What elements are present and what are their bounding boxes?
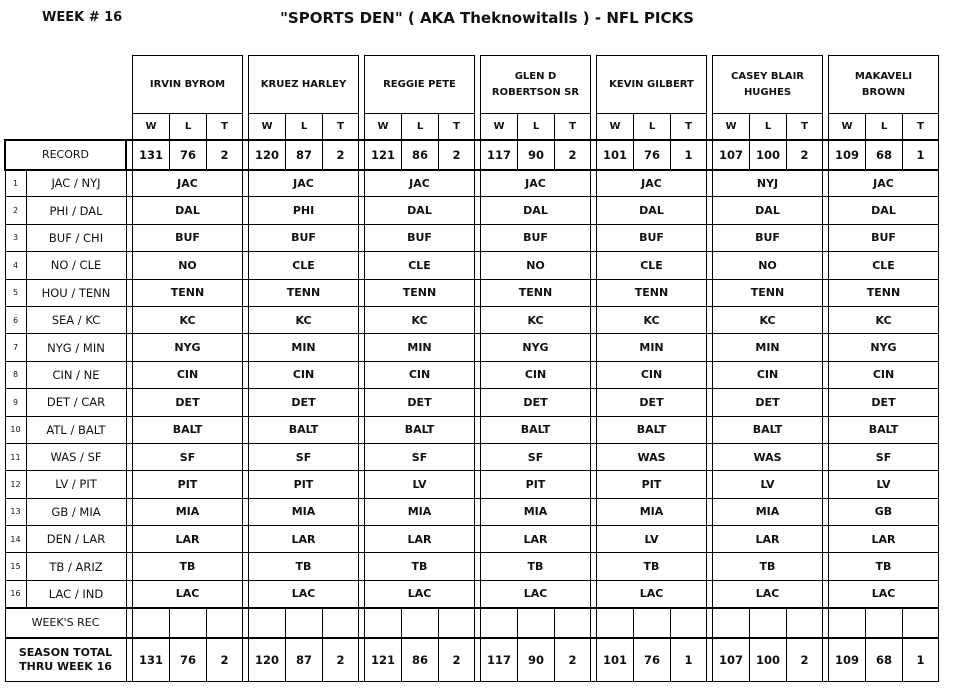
pick-cell: KC xyxy=(597,306,707,333)
header-blank xyxy=(5,114,126,140)
pick-cell: JAC xyxy=(249,170,359,197)
pick-cell: MIA xyxy=(597,498,707,525)
pick-cell: WAS xyxy=(597,443,707,470)
record-w: 121 xyxy=(365,140,402,170)
season-total-l: 68 xyxy=(866,638,903,682)
weeks-rec-cell xyxy=(323,608,359,638)
pick-cell: PHI xyxy=(249,197,359,224)
pick-cell: BALT xyxy=(829,416,939,443)
weeks-rec-label: WEEK'S REC xyxy=(5,608,126,638)
record-l: 76 xyxy=(170,140,207,170)
wlt-header: T xyxy=(787,114,823,140)
pick-cell: LAR xyxy=(249,526,359,553)
pick-cell: BUF xyxy=(597,224,707,251)
pick-cell: LAR xyxy=(829,526,939,553)
pick-cell: GB xyxy=(829,498,939,525)
pick-cell: TENN xyxy=(713,279,823,306)
pick-cell: DAL xyxy=(597,197,707,224)
pick-cell: BUF xyxy=(481,224,591,251)
pick-cell: DAL xyxy=(481,197,591,224)
season-total-w: 131 xyxy=(133,638,170,682)
pick-cell: NYG xyxy=(829,334,939,361)
record-w: 117 xyxy=(481,140,518,170)
pick-cell: LAR xyxy=(713,526,823,553)
game-matchup: ATL / BALT xyxy=(26,416,126,443)
game-number: 4 xyxy=(5,252,26,279)
pick-cell: NO xyxy=(713,252,823,279)
game-number: 6 xyxy=(5,306,26,333)
pick-cell: BALT xyxy=(713,416,823,443)
table-row xyxy=(5,224,939,251)
season-total-w: 109 xyxy=(829,638,866,682)
pick-cell: CIN xyxy=(597,361,707,388)
weeks-rec-cell xyxy=(439,608,475,638)
pick-cell: MIN xyxy=(249,334,359,361)
pick-cell: BUF xyxy=(365,224,475,251)
pick-cell: LAC xyxy=(597,580,707,607)
weeks-rec-cell xyxy=(671,608,707,638)
pick-cell: KC xyxy=(249,306,359,333)
pick-cell: NYJ xyxy=(713,170,823,197)
record-w: 109 xyxy=(829,140,866,170)
week-label: WEEK # 16 xyxy=(42,10,123,25)
record-t: 1 xyxy=(671,140,707,170)
weeks-rec-cell xyxy=(866,608,903,638)
season-total-t: 2 xyxy=(207,638,243,682)
pick-cell: CLE xyxy=(597,252,707,279)
pick-cell: CLE xyxy=(249,252,359,279)
record-l: 86 xyxy=(402,140,439,170)
weeks-rec-cell xyxy=(555,608,591,638)
picker-name xyxy=(597,56,707,114)
pick-cell: PIT xyxy=(597,471,707,498)
pick-cell: KC xyxy=(713,306,823,333)
game-matchup: BUF / CHI xyxy=(26,224,126,251)
game-number: 9 xyxy=(5,389,26,416)
pick-cell: LAC xyxy=(249,580,359,607)
pick-cell: CIN xyxy=(829,361,939,388)
weeks-rec-cell xyxy=(750,608,787,638)
picker-name xyxy=(133,56,243,114)
pick-cell: LAC xyxy=(365,580,475,607)
wlt-header: L xyxy=(750,114,787,140)
pick-cell: LAC xyxy=(829,580,939,607)
pick-cell: DET xyxy=(249,389,359,416)
game-number: 7 xyxy=(5,334,26,361)
wlt-header: W xyxy=(713,114,750,140)
page-title: "SPORTS DEN" ( AKA Theknowitalls ) - NFL PICKS xyxy=(280,9,694,27)
pick-cell: LAR xyxy=(365,526,475,553)
picker-name-line-2: BROWN xyxy=(861,86,906,98)
weeks-rec-cell xyxy=(713,608,750,638)
pick-cell: CIN xyxy=(365,361,475,388)
record-l: 90 xyxy=(518,140,555,170)
pick-cell: PIT xyxy=(481,471,591,498)
game-number: 11 xyxy=(5,443,26,470)
picker-name xyxy=(713,56,823,114)
game-number: 14 xyxy=(5,526,26,553)
pick-cell: TB xyxy=(713,553,823,580)
table-row xyxy=(5,334,939,361)
weeks-rec-cell xyxy=(402,608,439,638)
pick-cell: BALT xyxy=(481,416,591,443)
weeks-rec-cell xyxy=(170,608,207,638)
weeks-rec-cell xyxy=(597,608,634,638)
picker-name-line-1: IRVIN BYROM xyxy=(149,78,226,90)
weeks-rec-cell xyxy=(249,608,286,638)
record-t: 2 xyxy=(439,140,475,170)
season-total-w: 117 xyxy=(481,638,518,682)
game-number: 13 xyxy=(5,498,26,525)
pick-cell: DAL xyxy=(829,197,939,224)
pick-cell: DET xyxy=(597,389,707,416)
weeks-rec-cell xyxy=(634,608,671,638)
pick-cell: BALT xyxy=(133,416,243,443)
season-total-l: 90 xyxy=(518,638,555,682)
season-total-l: 76 xyxy=(170,638,207,682)
weeks-rec-cell xyxy=(207,608,243,638)
table-row xyxy=(5,252,939,279)
wlt-header: L xyxy=(518,114,555,140)
table-row xyxy=(5,279,939,306)
pick-cell: BALT xyxy=(597,416,707,443)
pick-cell: TB xyxy=(829,553,939,580)
pick-cell: LV xyxy=(713,471,823,498)
season-total-label-line-2: THRU WEEK 16 xyxy=(19,660,112,673)
pick-cell: MIN xyxy=(713,334,823,361)
pick-cell: DAL xyxy=(713,197,823,224)
picker-name-line-1: KRUEZ HARLEY xyxy=(260,78,347,90)
pick-cell: LV xyxy=(365,471,475,498)
pick-cell: SF xyxy=(249,443,359,470)
pick-cell: TB xyxy=(597,553,707,580)
pick-cell: LAC xyxy=(713,580,823,607)
pick-cell: LV xyxy=(597,526,707,553)
record-l: 87 xyxy=(286,140,323,170)
record-t: 2 xyxy=(323,140,359,170)
pick-cell: JAC xyxy=(829,170,939,197)
game-matchup: LAC / IND xyxy=(26,580,126,607)
table-row xyxy=(5,553,939,580)
table-row xyxy=(5,361,939,388)
wlt-header: T xyxy=(671,114,707,140)
pick-cell: DET xyxy=(133,389,243,416)
pick-cell: TENN xyxy=(133,279,243,306)
pick-cell: PIT xyxy=(133,471,243,498)
picker-name xyxy=(481,56,591,114)
picker-name-line-1: MAKAVELI xyxy=(854,70,913,82)
game-number: 3 xyxy=(5,224,26,251)
pick-cell: JAC xyxy=(133,170,243,197)
pick-cell: KC xyxy=(365,306,475,333)
game-matchup: PHI / DAL xyxy=(26,197,126,224)
wlt-header: L xyxy=(170,114,207,140)
wlt-header: W xyxy=(481,114,518,140)
pick-cell: TENN xyxy=(481,279,591,306)
season-total-t: 2 xyxy=(323,638,359,682)
pick-cell: TENN xyxy=(249,279,359,306)
season-total-l: 86 xyxy=(402,638,439,682)
wlt-header: W xyxy=(249,114,286,140)
game-matchup: JAC / NYJ xyxy=(26,170,126,197)
pick-cell: NO xyxy=(481,252,591,279)
pick-cell: JAC xyxy=(481,170,591,197)
record-w: 131 xyxy=(133,140,170,170)
game-matchup: GB / MIA xyxy=(26,498,126,525)
season-total-w: 101 xyxy=(597,638,634,682)
season-total-t: 2 xyxy=(555,638,591,682)
record-l: 68 xyxy=(866,140,903,170)
table-row xyxy=(5,580,939,607)
record-t: 1 xyxy=(903,140,939,170)
game-number: 8 xyxy=(5,361,26,388)
game-matchup: NO / CLE xyxy=(26,252,126,279)
pick-cell: SF xyxy=(133,443,243,470)
wlt-header: W xyxy=(829,114,866,140)
weeks-rec-cell xyxy=(481,608,518,638)
pick-cell: BUF xyxy=(713,224,823,251)
pick-cell: DET xyxy=(365,389,475,416)
pick-cell: LAR xyxy=(481,526,591,553)
pick-cell: CIN xyxy=(133,361,243,388)
game-number: 12 xyxy=(5,471,26,498)
pick-cell: SF xyxy=(365,443,475,470)
season-total-l: 87 xyxy=(286,638,323,682)
pick-cell: BALT xyxy=(365,416,475,443)
pick-cell: DET xyxy=(481,389,591,416)
picker-name-line-2: HUGHES xyxy=(743,86,792,98)
game-matchup: TB / ARIZ xyxy=(26,553,126,580)
record-l: 100 xyxy=(750,140,787,170)
picker-name xyxy=(249,56,359,114)
pick-cell: DET xyxy=(829,389,939,416)
wlt-header: T xyxy=(439,114,475,140)
wlt-header: T xyxy=(207,114,243,140)
pick-cell: CIN xyxy=(713,361,823,388)
table-row xyxy=(5,197,939,224)
pick-cell: TB xyxy=(481,553,591,580)
wlt-header: L xyxy=(866,114,903,140)
pick-cell: PIT xyxy=(249,471,359,498)
pick-cell: LAC xyxy=(133,580,243,607)
game-matchup: DET / CAR xyxy=(26,389,126,416)
pick-cell: NO xyxy=(133,252,243,279)
pick-cell: CLE xyxy=(829,252,939,279)
picker-name-line-1: GLEN D xyxy=(514,70,557,82)
game-number: 1 xyxy=(5,170,26,197)
pick-cell: NYG xyxy=(481,334,591,361)
wlt-header: L xyxy=(402,114,439,140)
game-number: 15 xyxy=(5,553,26,580)
record-t: 2 xyxy=(207,140,243,170)
record-l: 76 xyxy=(634,140,671,170)
season-total-label-line-1: SEASON TOTAL xyxy=(18,646,113,659)
pick-cell: CLE xyxy=(365,252,475,279)
table-row xyxy=(5,471,939,498)
pick-cell: DAL xyxy=(133,197,243,224)
pick-cell: BALT xyxy=(249,416,359,443)
picker-name-line-2: ROBERTSON SR xyxy=(491,86,580,98)
wlt-header: W xyxy=(597,114,634,140)
record-w: 107 xyxy=(713,140,750,170)
wlt-header: W xyxy=(365,114,402,140)
wlt-header: L xyxy=(286,114,323,140)
pick-cell: JAC xyxy=(597,170,707,197)
pick-cell: TB xyxy=(249,553,359,580)
season-total-t: 2 xyxy=(439,638,475,682)
game-matchup: SEA / KC xyxy=(26,306,126,333)
season-total-l: 100 xyxy=(750,638,787,682)
pick-cell: KC xyxy=(133,306,243,333)
pick-cell: CIN xyxy=(249,361,359,388)
wlt-header: L xyxy=(634,114,671,140)
picker-name-line-1: CASEY BLAIR xyxy=(731,70,804,82)
pick-cell: KC xyxy=(481,306,591,333)
pick-cell: BUF xyxy=(249,224,359,251)
season-total-l: 76 xyxy=(634,638,671,682)
weeks-rec-cell xyxy=(133,608,170,638)
game-matchup: DEN / LAR xyxy=(26,526,126,553)
weeks-rec-cell xyxy=(286,608,323,638)
season-total-label xyxy=(5,638,126,682)
header-blank xyxy=(5,56,126,114)
game-matchup: NYG / MIN xyxy=(26,334,126,361)
record-t: 2 xyxy=(787,140,823,170)
table-row xyxy=(5,389,939,416)
pick-cell: BUF xyxy=(829,224,939,251)
pick-cell: LAR xyxy=(133,526,243,553)
pick-cell: CIN xyxy=(481,361,591,388)
wlt-header: T xyxy=(555,114,591,140)
pick-cell: WAS xyxy=(713,443,823,470)
pick-cell: SF xyxy=(481,443,591,470)
pick-cell: MIA xyxy=(365,498,475,525)
pick-cell: TB xyxy=(365,553,475,580)
pick-cell: MIA xyxy=(133,498,243,525)
season-total-t: 1 xyxy=(903,638,939,682)
weeks-rec-cell xyxy=(365,608,402,638)
weeks-rec-cell xyxy=(829,608,866,638)
season-total-t: 2 xyxy=(787,638,823,682)
picker-name xyxy=(365,56,475,114)
pick-cell: MIA xyxy=(481,498,591,525)
pick-cell: TENN xyxy=(597,279,707,306)
record-w: 120 xyxy=(249,140,286,170)
pick-cell: TB xyxy=(133,553,243,580)
weeks-rec-cell xyxy=(787,608,823,638)
pick-cell: LAC xyxy=(481,580,591,607)
game-number: 16 xyxy=(5,580,26,607)
pick-cell: BUF xyxy=(133,224,243,251)
pick-cell: LV xyxy=(829,471,939,498)
pick-cell: TENN xyxy=(829,279,939,306)
pick-cell: DET xyxy=(713,389,823,416)
record-label: RECORD xyxy=(5,140,126,170)
wlt-header: T xyxy=(323,114,359,140)
picker-name-line-1: KEVIN GILBERT xyxy=(609,78,694,90)
season-total-w: 107 xyxy=(713,638,750,682)
pick-cell: MIA xyxy=(713,498,823,525)
table-row xyxy=(5,416,939,443)
table-row xyxy=(5,443,939,470)
game-number: 5 xyxy=(5,279,26,306)
game-matchup: LV / PIT xyxy=(26,471,126,498)
season-total-t: 1 xyxy=(671,638,707,682)
table-row xyxy=(5,306,939,333)
season-total-w: 121 xyxy=(365,638,402,682)
pick-cell: NYG xyxy=(133,334,243,361)
game-matchup: WAS / SF xyxy=(26,443,126,470)
table-row xyxy=(5,170,939,197)
pick-cell: MIA xyxy=(249,498,359,525)
record-t: 2 xyxy=(555,140,591,170)
game-matchup: CIN / NE xyxy=(26,361,126,388)
game-number: 10 xyxy=(5,416,26,443)
pick-cell: JAC xyxy=(365,170,475,197)
wlt-header: T xyxy=(903,114,939,140)
picker-name-line-1: REGGIE PETE xyxy=(383,78,456,90)
pick-cell: KC xyxy=(829,306,939,333)
pick-cell: MIN xyxy=(597,334,707,361)
pick-cell: SF xyxy=(829,443,939,470)
season-total-w: 120 xyxy=(249,638,286,682)
game-matchup: HOU / TENN xyxy=(26,279,126,306)
table-row xyxy=(5,498,939,525)
pick-cell: MIN xyxy=(365,334,475,361)
wlt-header: W xyxy=(133,114,170,140)
weeks-rec-cell xyxy=(518,608,555,638)
pick-cell: TENN xyxy=(365,279,475,306)
weeks-rec-cell xyxy=(903,608,939,638)
pick-cell: DAL xyxy=(365,197,475,224)
game-number: 2 xyxy=(5,197,26,224)
picks-table xyxy=(4,55,939,682)
table-row xyxy=(5,526,939,553)
record-w: 101 xyxy=(597,140,634,170)
picker-name xyxy=(829,56,939,114)
